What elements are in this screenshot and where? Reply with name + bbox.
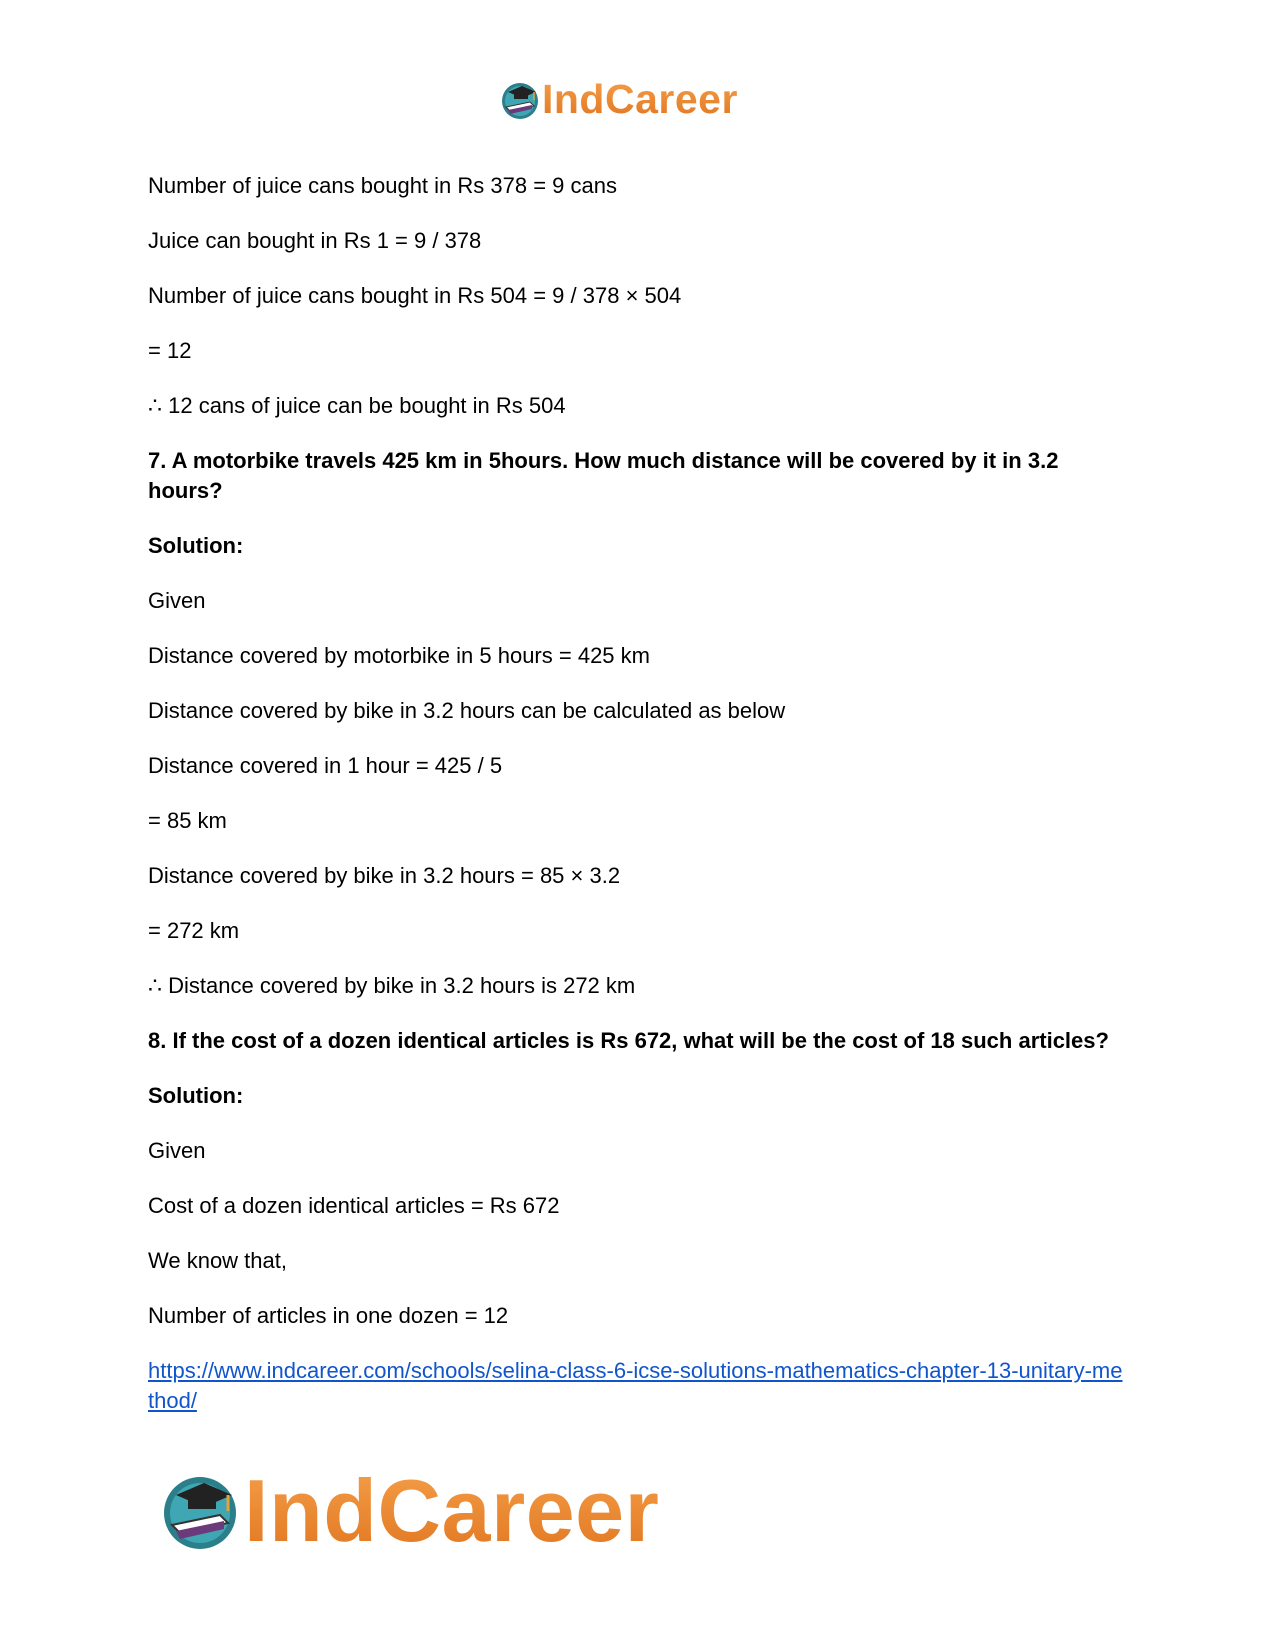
solution-label: Solution:	[148, 1083, 244, 1108]
graduation-book-icon	[160, 1471, 240, 1551]
text-line: Distance covered by motorbike in 5 hours = 425 km	[148, 643, 650, 668]
text-line: Distance covered in 1 hour = 425 / 5	[148, 753, 503, 778]
text-line: Juice can bought in Rs 1 = 9 / 378	[148, 228, 482, 253]
text-line: Given	[148, 1138, 206, 1163]
footer-logo	[160, 1460, 659, 1562]
question-7: 7. A motorbike travels 425 km in 5hours. How much distance will be covered by it in 3.2 hours?	[148, 448, 1059, 503]
graduation-book-icon	[500, 80, 540, 120]
text-line: Distance covered by bike in 3.2 hours = 85 × 3.2	[148, 863, 621, 888]
text-line: = 85 km	[148, 808, 227, 833]
solution-label: Solution:	[148, 533, 244, 558]
text-line: Given	[148, 588, 206, 613]
text-line: = 272 km	[148, 918, 240, 943]
text-line: Cost of a dozen identical articles = Rs 672	[148, 1193, 560, 1218]
source-link-line	[148, 1356, 1128, 1416]
source-link[interactable]: https://www.indcareer.com/schools/selina-class-6-icse-solutions-mathematics-chapter-13-unitary-method/	[148, 1358, 1123, 1413]
document-body	[148, 171, 1128, 1441]
text-line: Number of juice cans bought in Rs 378 = 9 cans	[148, 173, 617, 198]
text-line: Number of juice cans bought in Rs 504 = 9 / 378 × 504	[148, 283, 682, 308]
text-line: We know that,	[148, 1248, 287, 1273]
footer-logo-text: IndCareer	[244, 1461, 660, 1560]
text-line: = 12	[148, 338, 192, 363]
question-8: 8. If the cost of a dozen identical articles is Rs 672, what will be the cost of 18 such articles?	[148, 1028, 1109, 1053]
header-logo-text: IndCareer	[542, 76, 738, 122]
text-line: Number of articles in one dozen = 12	[148, 1303, 509, 1328]
text-line: Distance covered by bike in 3.2 hours can be calculated as below	[148, 698, 786, 723]
header-logo	[500, 76, 738, 123]
text-line: ∴ 12 cans of juice can be bought in Rs 504	[148, 393, 566, 418]
text-line: ∴ Distance covered by bike in 3.2 hours is 272 km	[148, 973, 636, 998]
